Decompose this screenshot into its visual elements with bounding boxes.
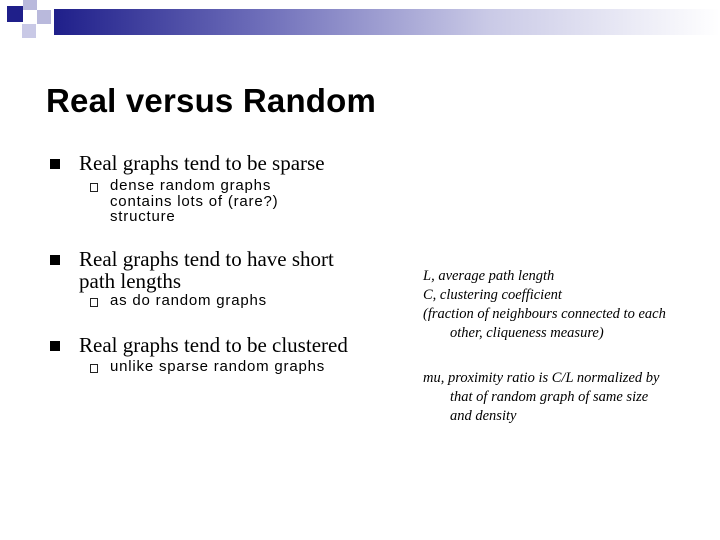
- sub-bullet-line: contains lots of (rare?): [110, 192, 279, 210]
- notes-block-proximity: [423, 369, 659, 426]
- bullet-text: [79, 334, 348, 356]
- sub-bullet-line: structure: [110, 208, 176, 225]
- bullet-line: Real graphs tend to be sparse: [79, 151, 325, 175]
- note-line: mu, proximity ratio is C/L normalized by: [423, 370, 660, 386]
- sub-bullet-text: [110, 293, 267, 309]
- hollow-square-bullet-icon: [90, 183, 98, 192]
- sub-bullet-line: as do random graphs: [110, 292, 267, 309]
- note-line: and density: [450, 408, 517, 424]
- notes-block-metrics: [423, 267, 666, 343]
- bullet-line: Real graphs tend to be clustered: [79, 333, 348, 357]
- sub-bullet-line: dense random graphs: [110, 177, 272, 194]
- square-bullet-icon: [50, 341, 60, 351]
- corner-square-light: [23, 0, 37, 10]
- bullet-line: Real graphs tend to have short: [79, 247, 334, 271]
- bullet-line: path lengths: [79, 269, 182, 293]
- hollow-square-bullet-icon: [90, 298, 98, 307]
- bullet-text: [79, 248, 334, 292]
- slide-title: Real versus Random: [46, 82, 377, 119]
- note-line: that of random graph of same size: [450, 389, 649, 405]
- corner-square-dark: [7, 6, 23, 22]
- header-gradient-band: [54, 9, 720, 35]
- square-bullet-icon: [50, 159, 60, 169]
- note-line: (fraction of neighbours connected to each: [423, 306, 666, 322]
- note-line: L, average path length: [423, 268, 555, 284]
- sub-bullet-text: [110, 359, 325, 375]
- note-line: C, clustering coefficient: [423, 287, 562, 303]
- corner-square-light: [37, 10, 51, 24]
- square-bullet-icon: [50, 255, 60, 265]
- sub-bullet-text: [110, 178, 278, 225]
- sub-bullet-line: unlike sparse random graphs: [110, 358, 326, 375]
- hollow-square-bullet-icon: [90, 364, 98, 373]
- corner-square-light: [22, 24, 36, 38]
- bullet-text: [79, 152, 325, 174]
- note-line: other, cliqueness measure): [450, 325, 604, 341]
